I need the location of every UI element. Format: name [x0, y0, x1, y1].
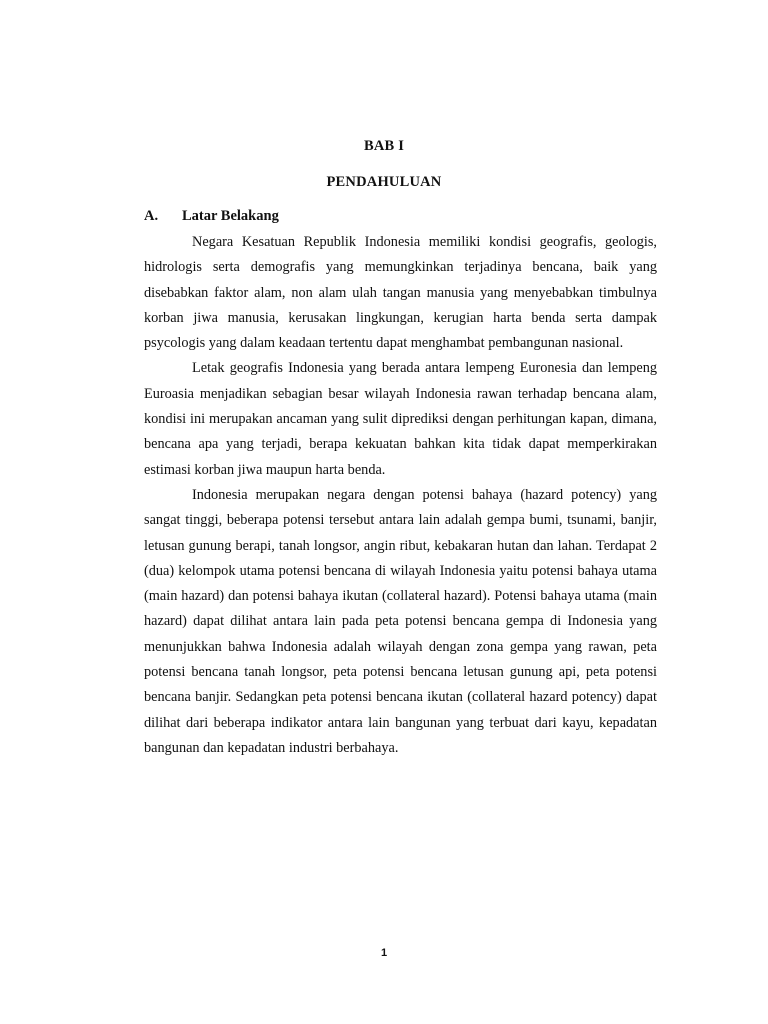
body-text	[144, 230, 657, 761]
chapter-title: PENDAHULUAN	[326, 174, 442, 190]
section-number: A.	[144, 208, 159, 224]
section-heading	[144, 208, 279, 225]
chapter-heading: BAB I	[363, 138, 405, 154]
paragraph: Letak geografis Indonesia yang berada antara lempeng Euronesia dan lempeng Euroasia menjadikan sebagian besar wilayah Indonesia rawan terhadap bencana alam, kondisi ini merupakan ancaman yang sulit diprediksi dengan perhitungan kapan, dimana, bencana apa yang terjadi, berapa kekuatan bahkan kita tidak dapat memperkirakan estimasi korban jiwa maupun harta benda.	[144, 360, 657, 478]
paragraph: Indonesia merupakan negara dengan potensi bahaya (hazard potency) yang sangat tinggi, beberapa potensi tersebut antara lain adalah gempa bumi, tsunami, banjir, letusan gunung berapi, tanah longsor, angin ribut, kebakaran hutan dan lahan. Terdapat 2 (dua) kelompok utama potensi bencana di wilayah Indonesia yaitu potensi bahaya utama (main hazard) dan potensi bahaya ikutan (collateral hazard). Potensi bahaya utama (main hazard) dapat dilihat antara lain pada peta potensi bencana gempa di Indonesia yang menunjukkan bahwa Indonesia adalah wilayah dengan zona gempa yang rawan, peta potensi bencana tanah longsor, peta potensi bencana letusan gunung api, peta potensi bencana banjir. Sedangkan peta potensi bencana ikutan (collateral hazard potency) dapat dilihat dari beberapa indikator antara lain bangunan yang terbuat dari kayu, kepadatan bangunan dan kepadatan industri berbahaya.	[144, 486, 657, 756]
section-title: Latar Belakang	[182, 208, 279, 224]
page-number: 1	[380, 947, 388, 959]
paragraph: Negara Kesatuan Republik Indonesia memiliki kondisi geografis, geologis, hidrologis serta demografis yang memungkinkan terjadinya bencana, baik yang disebabkan faktor alam, non alam ulah tangan manusia yang menyebabkan timbulnya korban jiwa manusia, kerusakan lingkungan, kerugian harta benda serta dampak psycologis yang dalam keadaan tertentu dapat menghambat pembangunan nasional.	[144, 234, 657, 352]
